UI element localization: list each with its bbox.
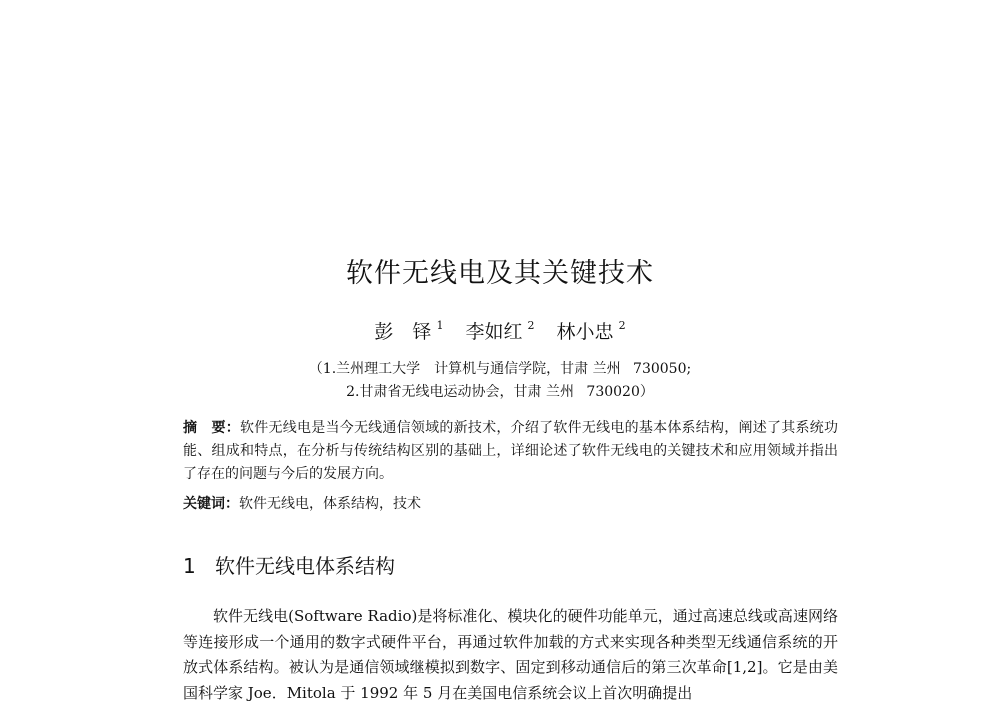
abstract-label: 摘 要： bbox=[183, 420, 240, 436]
section-number: 1 bbox=[183, 554, 196, 578]
author-list bbox=[0, 317, 1000, 344]
author-name: 林小忠 bbox=[556, 321, 614, 343]
section-title: 软件无线电体系结构 bbox=[215, 554, 395, 578]
author bbox=[557, 317, 626, 344]
paper-title: 软件无线电及其关键技术 bbox=[346, 258, 654, 289]
author bbox=[374, 317, 443, 344]
author-affiliation-mark: 2 bbox=[618, 319, 626, 332]
body-paragraph: 软件无线电(Software Radio)是将标准化、模块化的硬件功能单元，通过高速总线或高速网络等连接形成一个通用的数字式硬件平台，再通过软件加载的方式来实现各种类型无线通信系统的开放式体系结构。被认为是通信领域继模拟到数字、固定到移动通信后的第三次革命[1,2]。它是由美国科学家 Joe．Mitola 于 1992 年 5 月在美国电信系统会议上首次明确提出 bbox=[183, 607, 838, 702]
author-affiliation-mark: 2 bbox=[527, 319, 535, 332]
affiliation-postcode: 730020） bbox=[586, 384, 654, 400]
affiliation-line-1 bbox=[0, 358, 1000, 378]
keywords-label: 关键词： bbox=[183, 496, 239, 512]
affiliation-org: 2.甘肃省无线电运动协会，甘肃 兰州 bbox=[346, 384, 574, 400]
author-name: 李如红 bbox=[465, 321, 523, 343]
affiliation-org: （1.兰州理工大学 计算机与通信学院，甘肃 兰州 bbox=[308, 361, 621, 377]
section-heading bbox=[183, 550, 395, 579]
author-affiliation-mark: 1 bbox=[436, 319, 444, 332]
abstract bbox=[183, 417, 838, 486]
abstract-text: 软件无线电是当今无线通信领域的新技术，介绍了软件无线电的基本体系结构，阐述了其系统功能、组成和特点，在分析与传统结构区别的基础上，详细论述了软件无线电的关键技术和应用领域并指出了存在的问题与今后的发展方向。 bbox=[183, 420, 839, 482]
author bbox=[465, 317, 534, 344]
keywords-text: 软件无线电，体系结构，技术 bbox=[239, 496, 421, 512]
author-name: 彭 铎 bbox=[374, 321, 432, 343]
affiliation-postcode: 730050; bbox=[633, 361, 692, 377]
keywords bbox=[183, 493, 838, 513]
affiliation-line-2 bbox=[0, 381, 1000, 401]
